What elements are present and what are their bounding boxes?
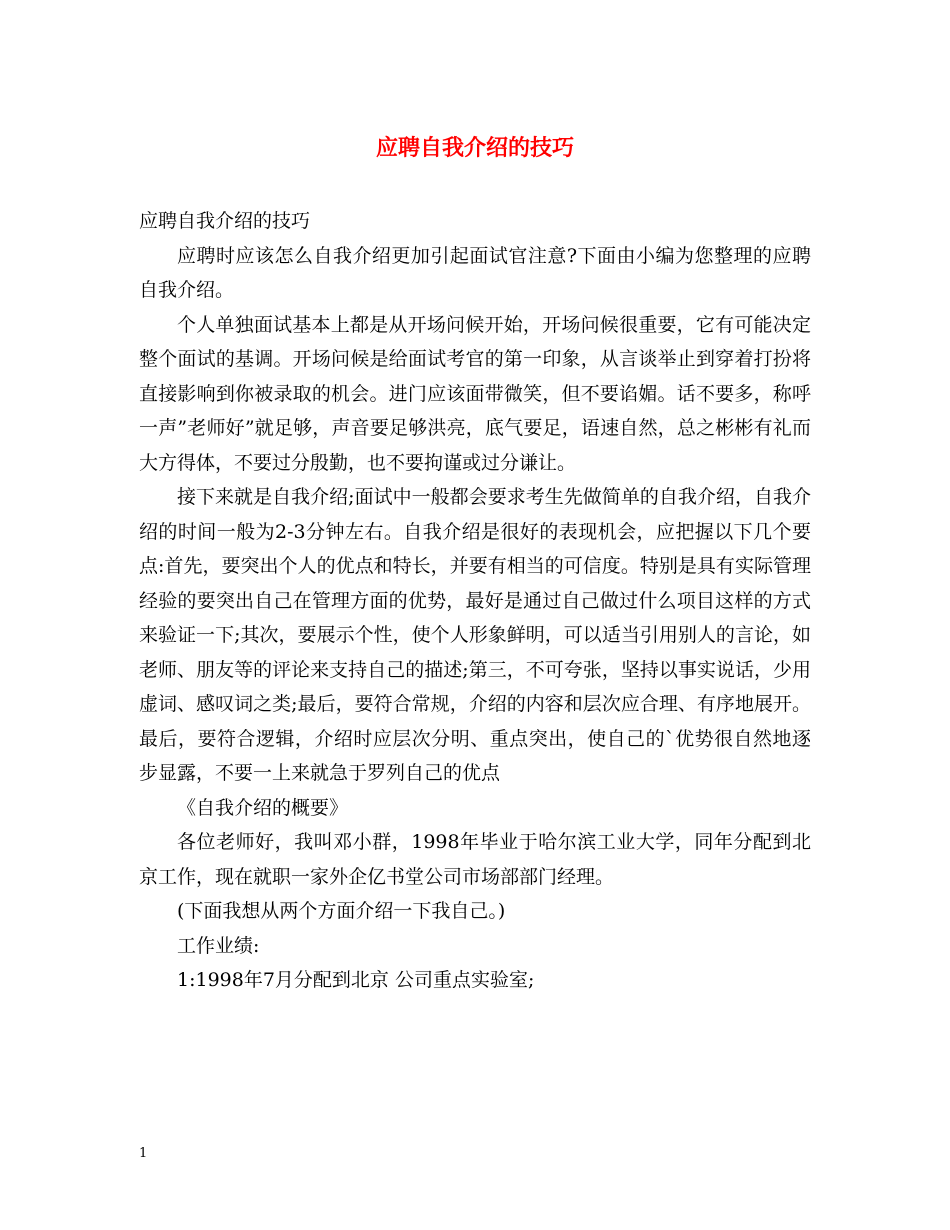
work-achievements-heading: 工作业绩: — [177, 934, 260, 957]
aspects-paragraph: (下面我想从两个方面介绍一下我自己。) — [177, 900, 506, 922]
work-item-1: 1:1998年7月分配到北京 公司重点实验室; — [177, 969, 535, 991]
self-intro-paragraph: 接下来就是自我介绍;面试中一般都会要求考生先做简单的自我介绍，自我介绍的时间一般为2-3分钟左右。自我介绍是很好的表现机会，应把握以下几个要点:首先，要突出个人的优点和特长，并要有相当的可信度。特别是具有实际管理经验的要突出自己在管理方面的优势，最好是通过自己做过什么项目这样的方式来验证一下;其次，要展示个性，使个人形象鲜明，可以适当引用别人的言论，如老师、朋友等的评论来支持自己的描述;第三，不可夸张，坚持以事实说话，少用虚词、感叹词之类;最后，要符合常规，介绍的内容和层次应合理、有序地展开。最后，要符合逻辑，介绍时应层次分明、重点突出，使自己的`优势很自然地逐步显露，不要一上来就急于罗列自己的优点 — [139, 486, 811, 784]
document-title: 应聘自我介绍的技巧 — [375, 135, 574, 161]
body-heading: 应聘自我介绍的技巧 — [139, 210, 311, 232]
greeting-paragraph: 个人单独面试基本上都是从开场问候开始，开场问候很重要，它有可能决定整个面试的基调。开场问候是给面试考官的第一印象，从言谈举止到穿着打扮将直接影响到你被录取的机会。进门应该面带微笑，但不要谄媚。话不要多，称呼一声”老师好”就足够，声音要足够洪亮，底气要足，语速自然，总之彬彬有礼而大方得体，不要过分殷勤，也不要拘谨或过分谦让。 — [139, 313, 811, 474]
intro-paragraph: 应聘时应该怎么自我介绍更加引起面试官注意?下面由小编为您整理的应聘自我介绍。 — [139, 244, 811, 301]
page-number: 1 — [139, 1146, 148, 1161]
document-body — [139, 204, 811, 998]
example-intro-paragraph: 各位老师好，我叫邓小群，1998年毕业于哈尔滨工业大学，同年分配到北京工作，现在就职一家外企亿书堂公司市场部部门经理。 — [139, 831, 811, 888]
summary-heading: 《自我介绍的概要》 — [177, 796, 349, 819]
